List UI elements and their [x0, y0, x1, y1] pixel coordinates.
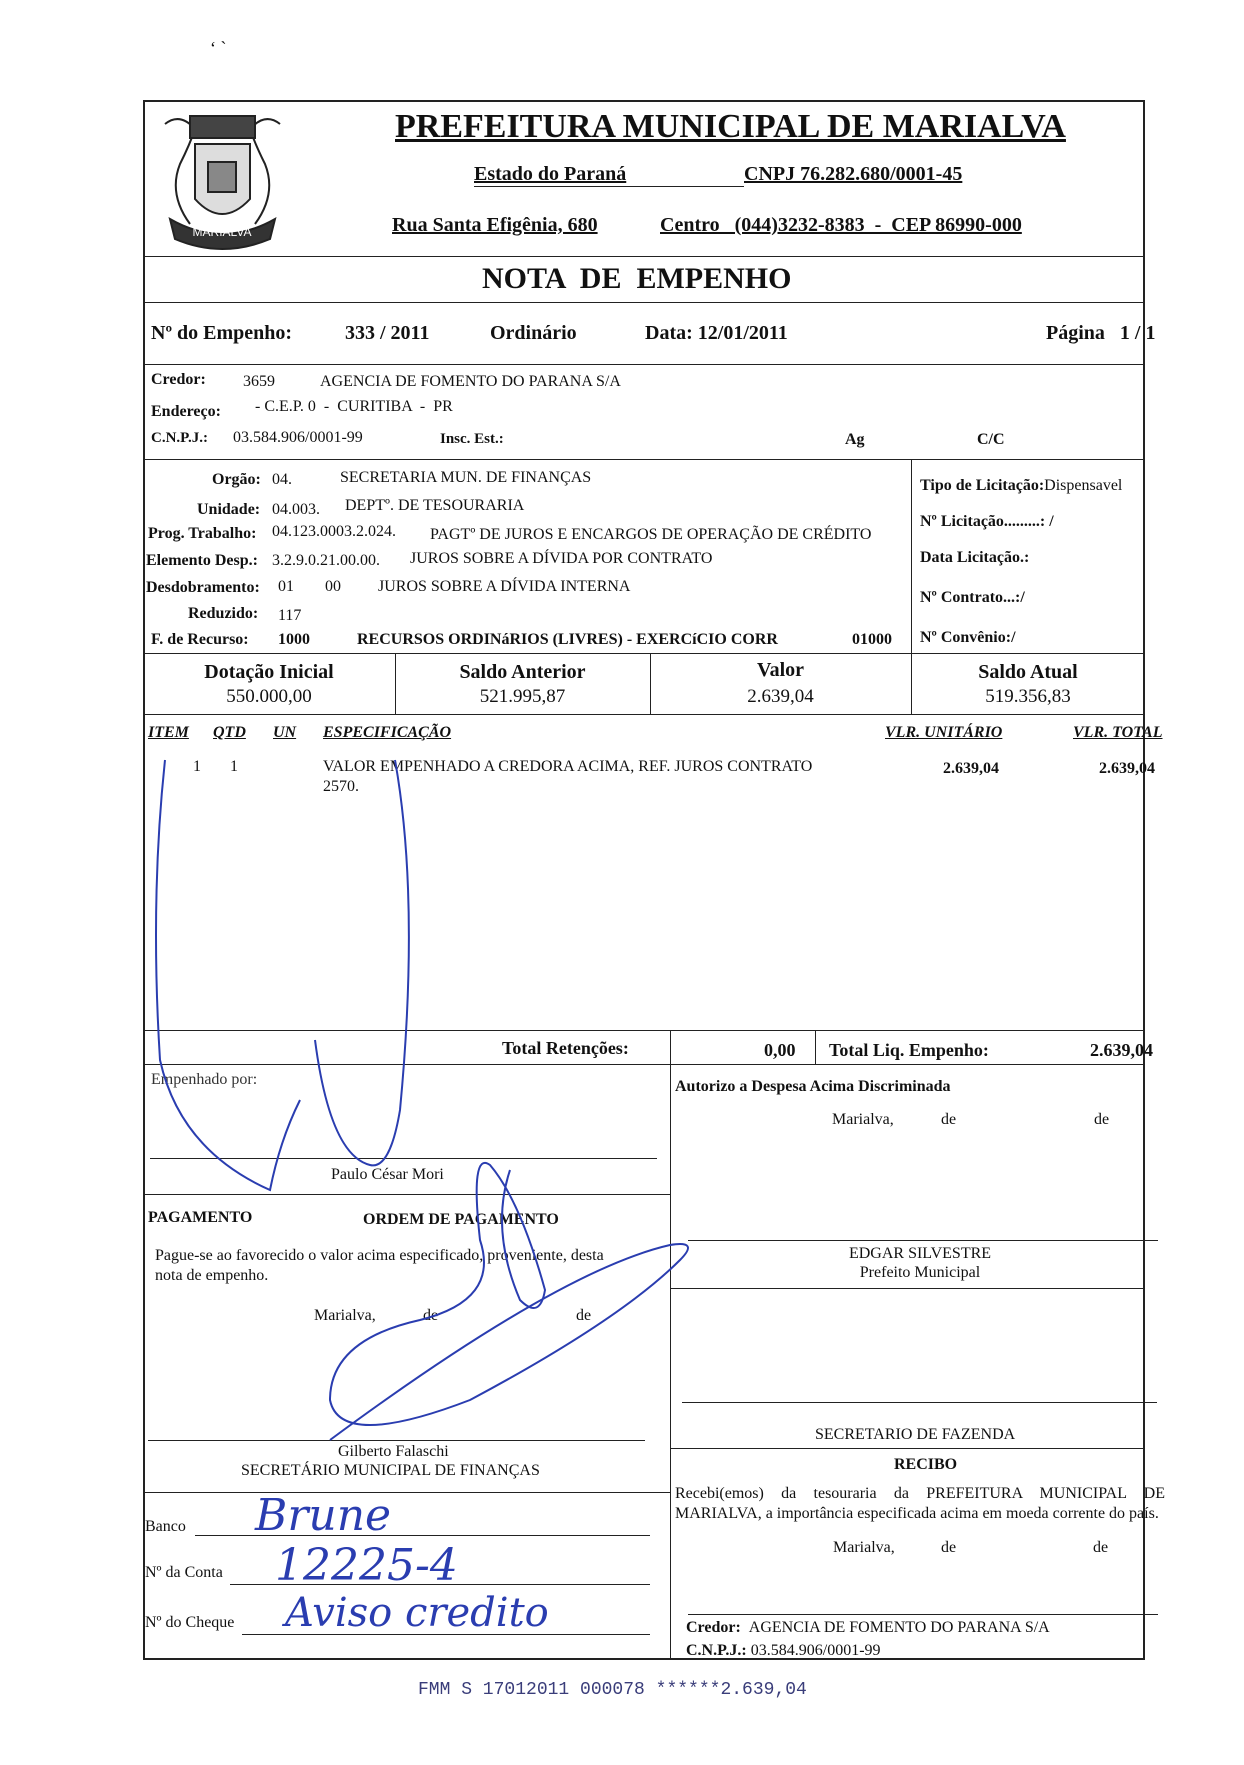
elemento-label: Elemento Desp.: [146, 552, 258, 569]
cnpj-label: C.N.P.J.: [151, 430, 208, 446]
conta-label: Nº da Conta [145, 1564, 223, 1581]
unidade-value: DEPTº. DE TESOURARIA [345, 497, 525, 514]
col-qtd: QTD [213, 724, 246, 741]
prefeito-role: Prefeito Municipal [859, 1264, 981, 1281]
row-spec2: 2570. [323, 778, 359, 795]
ag-label: Ag [845, 431, 865, 448]
empenho-label: Nº do Empenho: [151, 322, 293, 344]
payment-stamp: FMM S 17012011 000078 ******2.639,04 [418, 1680, 807, 1700]
autorizo-de1: de [941, 1111, 957, 1128]
empenho-number: 333 / 2011 [345, 322, 430, 344]
row-qtd: 1 [230, 758, 238, 775]
endereco-value: - C.E.P. 0 - CURITIBA - PR [255, 398, 453, 415]
valor-value: 2.639,04 [747, 686, 814, 707]
orgao-label: Orgão: [212, 471, 261, 488]
banco-handwritten: Brune [255, 1490, 392, 1541]
cheque-handwritten: Aviso credito [285, 1590, 549, 1636]
pagamento-text2: nota de empenho. [155, 1267, 269, 1284]
pagamento-de1: de [423, 1307, 439, 1324]
recurso-label: F. de Recurso: [151, 631, 249, 648]
row-unit: 2.639,04 [943, 760, 999, 777]
col-spec: ESPECIFICAÇÃO [323, 724, 452, 741]
empenhado-label: Empenhado por: [151, 1071, 258, 1088]
atual-value: 519.356,83 [985, 686, 1071, 707]
pagamento-text1: Pague-se ao favorecido o valor acima especificado, proveniente, desta [155, 1247, 604, 1264]
empenhado-name: Paulo César Mori [331, 1166, 444, 1183]
reduzido-value: 117 [278, 607, 302, 624]
data-licitacao: Data Licitação.: [920, 549, 1030, 566]
header-address-rest: Centro (044)3232-8383 - CEP 86990-000 [660, 214, 1022, 236]
ordem-label: ORDEM DE PAGAMENTO [363, 1211, 559, 1228]
prefeito-name: EDGAR SILVESTRE [848, 1245, 992, 1262]
col-un: UN [273, 724, 297, 741]
header-state: Estado do Paraná [474, 163, 627, 185]
num-licitacao: Nº Licitação.........: / [920, 513, 1054, 530]
header-cnpj: CNPJ 76.282.680/0001-45 [744, 163, 963, 185]
dotacao-label: Dotação Inicial [204, 661, 334, 683]
orgao-value: SECRETARIA MUN. DE FINANÇAS [340, 469, 592, 486]
header-title: PREFEITURA MUNICIPAL DE MARIALVA [395, 108, 1066, 145]
endereco-label: Endereço: [151, 403, 221, 420]
credor-label: Credor: [151, 371, 206, 388]
valor-label: Valor [756, 659, 805, 681]
unidade-label: Unidade: [197, 501, 261, 518]
doc-title: NOTA DE EMPENHO [482, 262, 792, 295]
autorizo-de2: de [1094, 1111, 1110, 1128]
banco-label: Banco [145, 1518, 186, 1535]
pagamento-city: Marialva, [314, 1307, 376, 1324]
unidade-code: 04.003. [272, 501, 320, 518]
recibo-de1: de [941, 1539, 957, 1556]
recurso-num: 01000 [852, 631, 892, 648]
autorizo-city: Marialva, [832, 1111, 894, 1128]
empenho-page: Página 1 / 1 [1046, 322, 1156, 344]
recurso-code: 1000 [278, 631, 310, 648]
row-item: 1 [193, 758, 201, 775]
insc-label: Insc. Est.: [440, 431, 504, 447]
autorizo-label: Autorizo a Despesa Acima Discriminada [675, 1078, 951, 1095]
secretario-name: Gilberto Falaschi [338, 1443, 449, 1460]
prog-value: PAGTº DE JUROS E ENCARGOS DE OPERAÇÃO DE CRÉDITO [430, 526, 872, 543]
retencoes-value: 0,00 [764, 1040, 796, 1060]
recibo-de2: de [1093, 1539, 1109, 1556]
anterior-label: Saldo Anterior [459, 661, 586, 683]
desdob-label: Desdobramento: [146, 579, 260, 596]
top-marks: ‘ ˋ [210, 38, 227, 58]
empenho-date: Data: 12/01/2011 [645, 322, 788, 344]
crest-text: MARIALVA [192, 225, 252, 239]
cc-label: C/C [977, 431, 1005, 448]
orgao-code: 04. [272, 471, 292, 488]
recibo-cnpj: C.N.P.J.: 03.584.906/0001-99 [686, 1642, 881, 1659]
col-total: VLR. TOTAL [1073, 724, 1163, 741]
liq-value: 2.639,04 [1090, 1040, 1153, 1060]
col-item: ITEM [148, 724, 189, 741]
secretario-role: SECRETÁRIO MUNICIPAL DE FINANÇAS [241, 1462, 540, 1479]
conta-handwritten: 12225-4 [275, 1540, 458, 1591]
desdob-value: JUROS SOBRE A DÍVIDA INTERNA [378, 578, 631, 595]
elemento-code: 3.2.9.0.21.00.00. [272, 552, 380, 569]
tipo-licitacao: Tipo de Licitação:Dispensavel [920, 477, 1123, 494]
num-contrato: Nº Contrato...:/ [920, 589, 1025, 606]
desdob-code1: 01 [278, 578, 294, 595]
liq-label: Total Liq. Empenho: [829, 1040, 989, 1060]
anterior-value: 521.995,87 [479, 686, 566, 707]
dotacao-value: 550.000,00 [226, 686, 312, 707]
col-unit: VLR. UNITÁRIO [885, 724, 1003, 741]
cnpj-value: 03.584.906/0001-99 [233, 429, 363, 446]
header-address: Rua Santa Efigênia, 680 [392, 214, 598, 236]
recibo-label: RECIBO [894, 1456, 958, 1473]
secretario-fazenda: SECRETARIO DE FAZENDA [815, 1426, 1016, 1443]
recibo-text: Recebi(emos) da tesouraria da PREFEITURA MUNICIPAL DE MARIALVA, a importância especificada acima em moeda corrente do país. [675, 1485, 1165, 1522]
cheque-label: Nº do Cheque [145, 1614, 235, 1631]
pagamento-label: PAGAMENTO [148, 1209, 253, 1226]
recurso-value: RECURSOS ORDINáRIOS (LIVRES) - EXERCíCIO CORR [357, 631, 778, 648]
credor-name: AGENCIA DE FOMENTO DO PARANA S/A [320, 373, 621, 390]
pagamento-de2: de [576, 1307, 592, 1324]
num-convenio: Nº Convênio:/ [920, 629, 1016, 646]
reduzido-label: Reduzido: [188, 605, 259, 622]
empenho-type: Ordinário [490, 322, 577, 344]
row-spec: VALOR EMPENHADO A CREDORA ACIMA, REF. JUROS CONTRATO [323, 758, 813, 775]
atual-label: Saldo Atual [978, 661, 1078, 683]
prog-code: 04.123.0003.2.024. [272, 523, 396, 540]
row-total: 2.639,04 [1099, 760, 1155, 777]
prog-label: Prog. Trabalho: [148, 525, 257, 542]
recibo-city: Marialva, [833, 1539, 895, 1556]
elemento-value: JUROS SOBRE A DÍVIDA POR CONTRATO [410, 550, 713, 567]
credor-code: 3659 [243, 373, 275, 390]
desdob-code2: 00 [325, 578, 341, 595]
recibo-credor: Credor: AGENCIA DE FOMENTO DO PARANA S/A [686, 1619, 1050, 1636]
retencoes-label: Total Retenções: [502, 1038, 629, 1058]
